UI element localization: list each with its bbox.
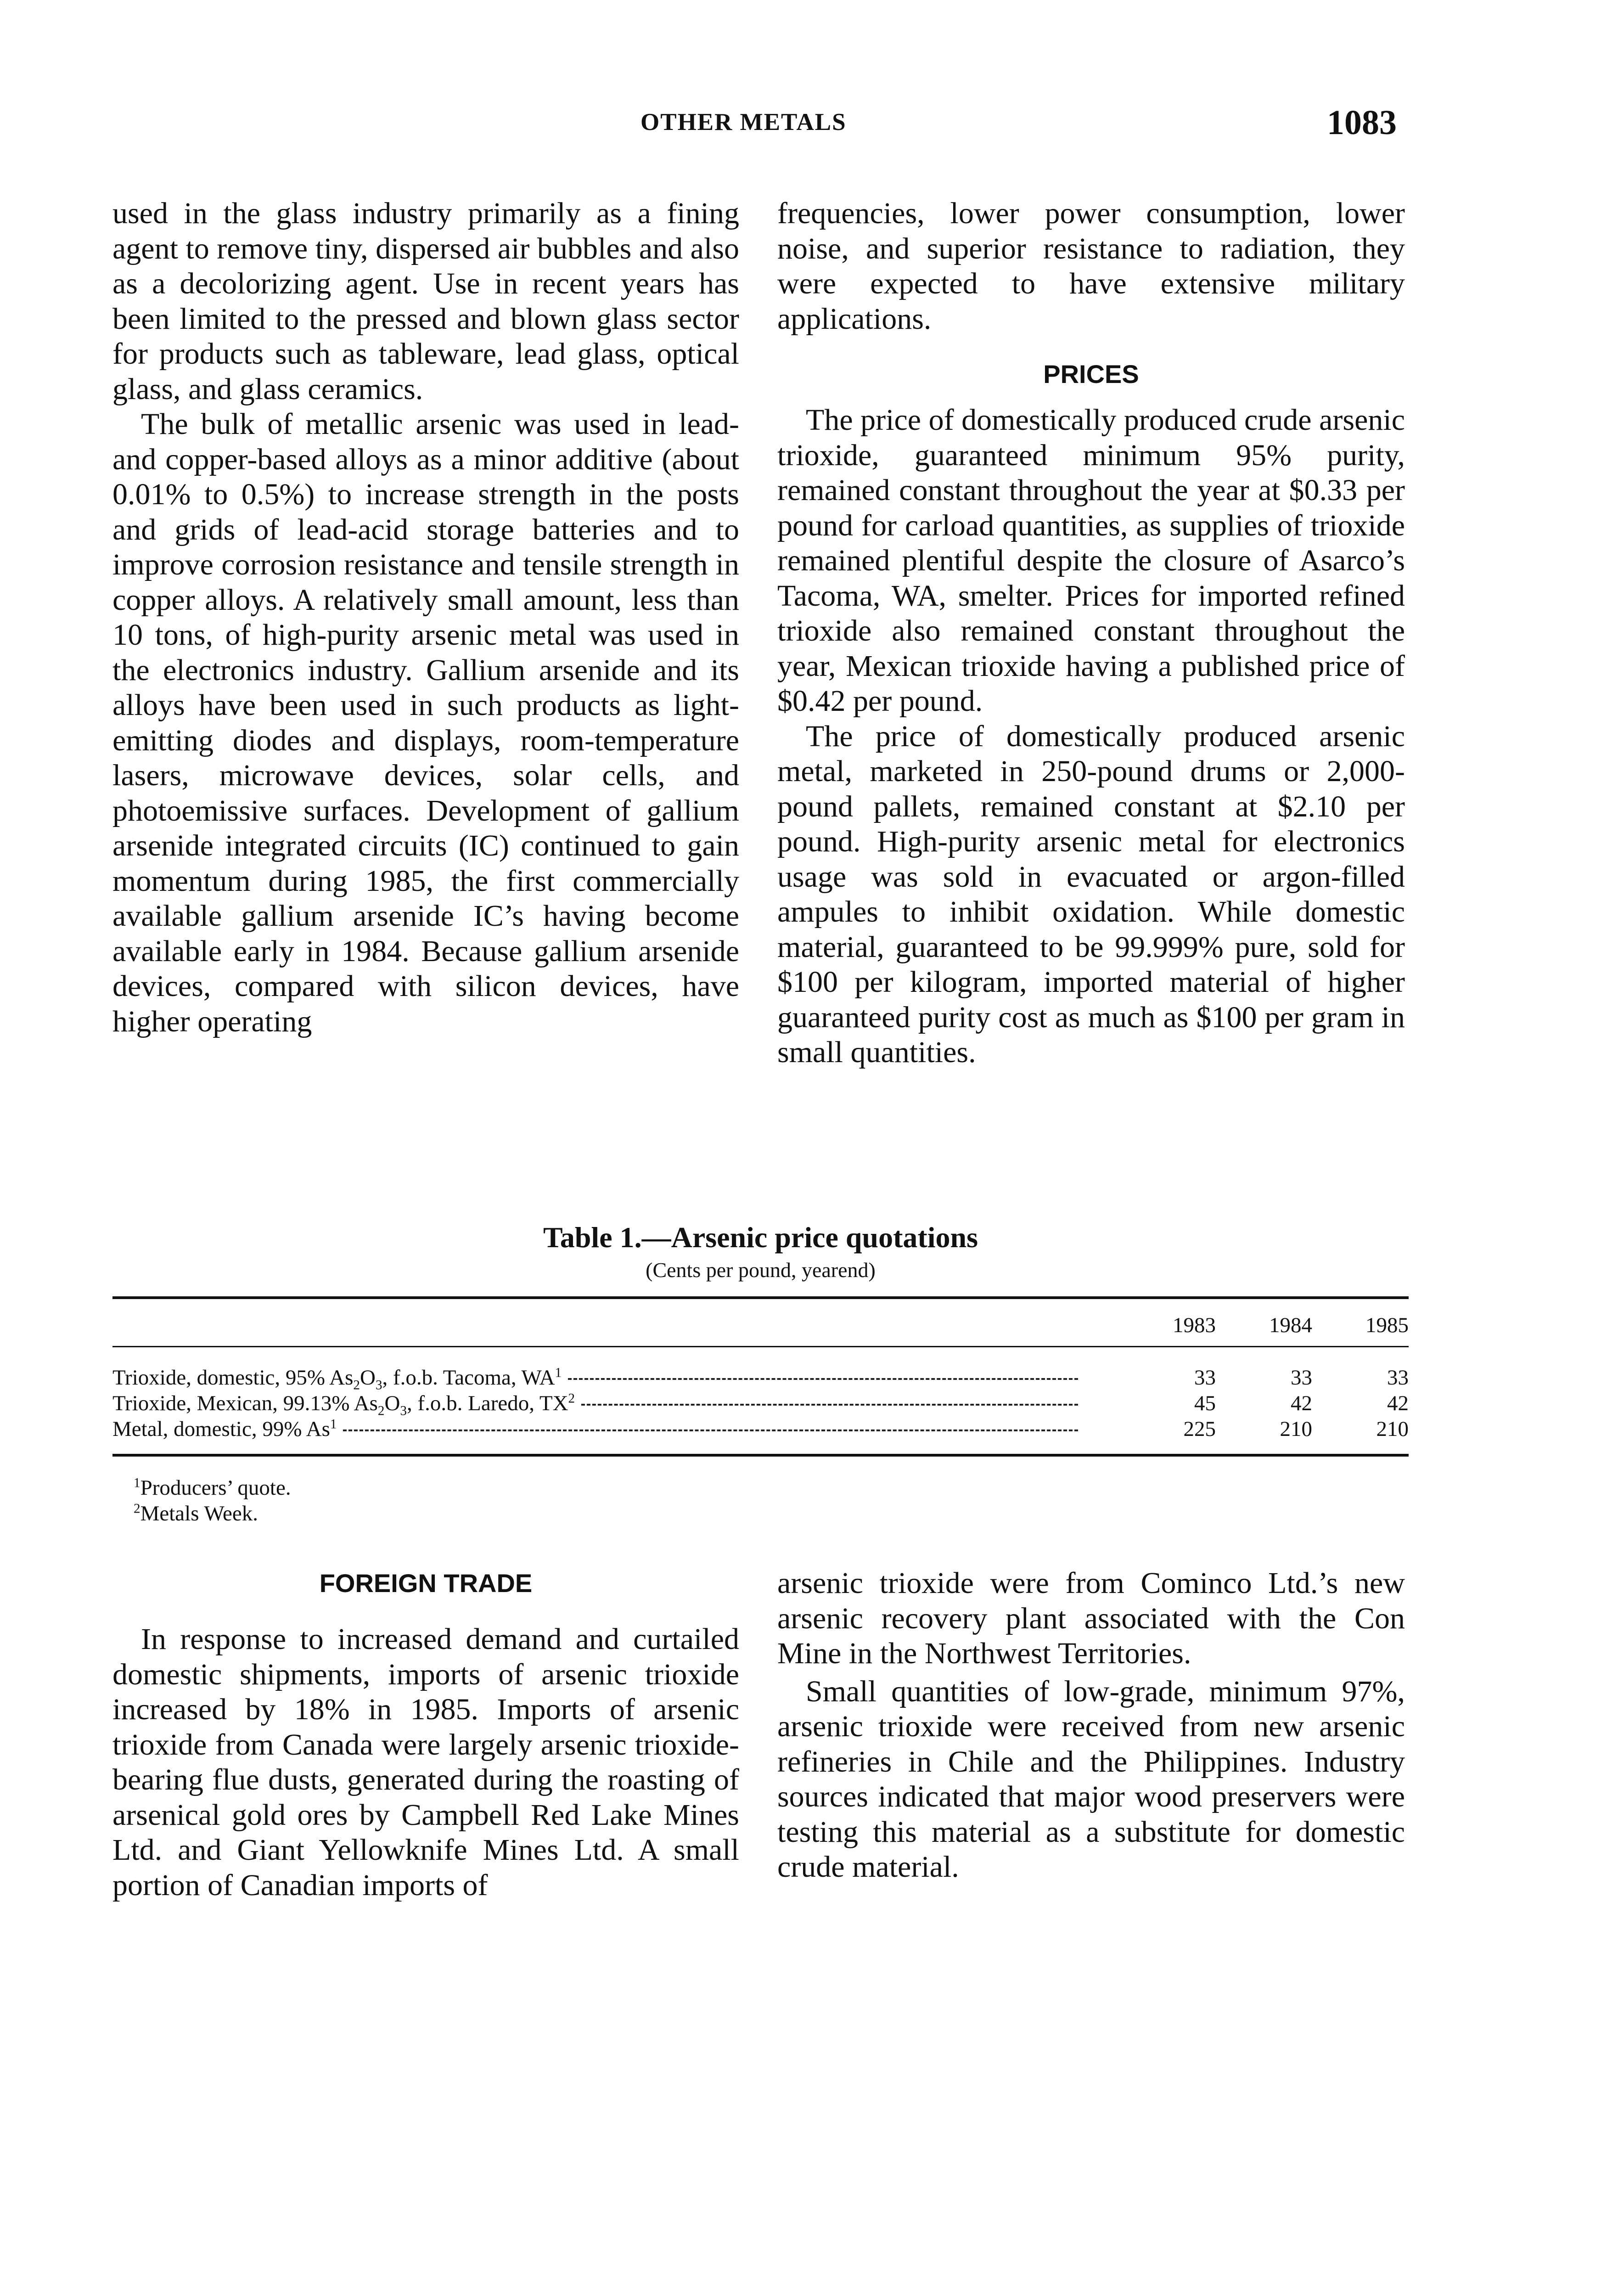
table-row	[112, 1347, 1409, 1391]
section-heading-foreign-trade: FOREIGN TRADE	[319, 1569, 533, 1598]
paragraph: Small quantities of low-grade, minimum 97%, arsenic trioxide were received from new arsenic refineries in Chile and the Philippines. Industry sources indicated that major wood preservers were testing this material as a substitute for domestic crude material.	[777, 1674, 1405, 1884]
footnote: $^2$Metals Week.	[134, 1501, 258, 1525]
column-header-year: 1984	[1269, 1313, 1312, 1337]
table-row	[112, 1416, 1409, 1455]
table-footnotes	[112, 1475, 1409, 1526]
paragraph: The bulk of metallic arsenic was used in lead- and copper-based alloys as a minor additive (about 0.01% to 0.5%) to increase strength in the posts and grids of lead-acid storage batteries and to improve corrosion resistance and tensile strength in copper alloys. A relatively small amount, less than 10 tons, of high-purity arsenic metal was used in the electronics industry. Gallium arsenide and its alloys have been used in such products as light-emitting diodes and displays, room-temperature lasers, microwave devices, solar cells, and photoemissive surfaces. Development of gallium arsenide integrated circuits (IC) continued to gain momentum during 1985, the first commercially available gallium arsenide IC’s having become available early in 1984. Because gallium arsenide devices, compared with silicon devices, have higher operating	[112, 407, 739, 1038]
footnote: $^1$Producers’ quote.	[134, 1475, 291, 1500]
table-cell: 225	[1183, 1417, 1216, 1441]
page-number: 1083	[1327, 103, 1397, 142]
paragraph: frequencies, lower power consumption, lower noise, and superior resistance to radiation, they were expected to have extensive military applications.	[777, 197, 1405, 336]
paragraph: In response to increased demand and curtailed domestic shipments, imports of arsenic trioxide increased by 18% in 1985. Imports of arsenic trioxide from Canada were largely arsenic trioxide-bearing flue dusts, generated during the roasting of arsenical gold ores by Campbell Red Lake Mines Ltd. and Giant Yellowknife Mines Ltd. A small portion of Canadian imports of	[112, 1622, 739, 1902]
price-table	[112, 1296, 1409, 1457]
table-cell: 33	[1291, 1366, 1312, 1390]
table-cell: 210	[1280, 1417, 1312, 1441]
bottom-right-column	[777, 1566, 1405, 1885]
table-header-row	[112, 1298, 1409, 1347]
column-header-year: 1983	[1173, 1313, 1216, 1337]
price-table-block	[112, 1219, 1409, 1526]
page-header	[0, 103, 1601, 149]
paragraph: arsenic trioxide were from Cominco Ltd.’s new arsenic recovery plant associated with the Con Mine in the Northwest Territories.	[777, 1566, 1405, 1670]
dot-leader	[568, 1378, 1078, 1380]
paragraph: The price of domestically produced crude arsenic trioxide, guaranteed minimum 95% purity, remained constant throughout the year at $0.33 per pound for carload quantities, as supplies of trioxide remained plentiful despite the closure of Asarco’s Tacoma, WA, smelter. Prices for imported refined trioxide also remained constant throughout the year, Mexican trioxide having a published price of $0.42 per pound.	[777, 403, 1405, 718]
column-header-year: 1985	[1365, 1313, 1409, 1337]
table-cell: 33	[1387, 1366, 1409, 1390]
table-cell: 33	[1194, 1366, 1216, 1390]
top-left-column	[112, 196, 739, 1039]
dot-leader	[343, 1429, 1078, 1431]
table-cell: 210	[1376, 1417, 1409, 1441]
table-subtitle: (Cents per pound, yearend)	[646, 1258, 876, 1282]
table-row	[112, 1390, 1409, 1416]
section-heading-prices: PRICES	[1043, 360, 1139, 388]
row-label: Trioxide, domestic, 95% $As_2O_3$, f.o.b. Tacoma, $WA^1$	[112, 1347, 1119, 1391]
running-title: OTHER METALS	[640, 109, 847, 135]
top-right-column	[777, 196, 1405, 1070]
table-header-blank	[112, 1298, 1119, 1347]
bottom-left-column	[112, 1566, 739, 1903]
table-title: Table 1.—Arsenic price quotations	[543, 1221, 978, 1254]
table-cell: 45	[1194, 1391, 1216, 1415]
table-cell: 42	[1291, 1391, 1312, 1415]
paragraph: The price of domestically produced arsenic metal, marketed in 250-pound drums or 2,000-pound pallets, remained constant at $2.10 per pound. High-purity arsenic metal for electronics usage was sold in evacuated or argon-filled ampules to inhibit oxidation. While domestic material, guaranteed to be 99.999% pure, sold for $100 per kilogram, imported material of higher guaranteed purity cost as much as $100 per gram in small quantities.	[777, 719, 1405, 1069]
paragraph: used in the glass industry primarily as a fining agent to remove tiny, dispersed air bubbles and also as a decolorizing agent. Use in recent years has been limited to the pressed and blown glass sector for products such as tableware, lead glass, optical glass, and glass ceramics.	[112, 197, 739, 406]
dot-leader	[581, 1404, 1078, 1406]
table-cell: 42	[1387, 1391, 1409, 1415]
row-label: Metal, domestic, 99% As$^1$	[112, 1416, 1119, 1455]
row-label: Trioxide, Mexican, 99.13% $As_2O_3$, f.o.b. Laredo, $TX^2$	[112, 1390, 1119, 1416]
